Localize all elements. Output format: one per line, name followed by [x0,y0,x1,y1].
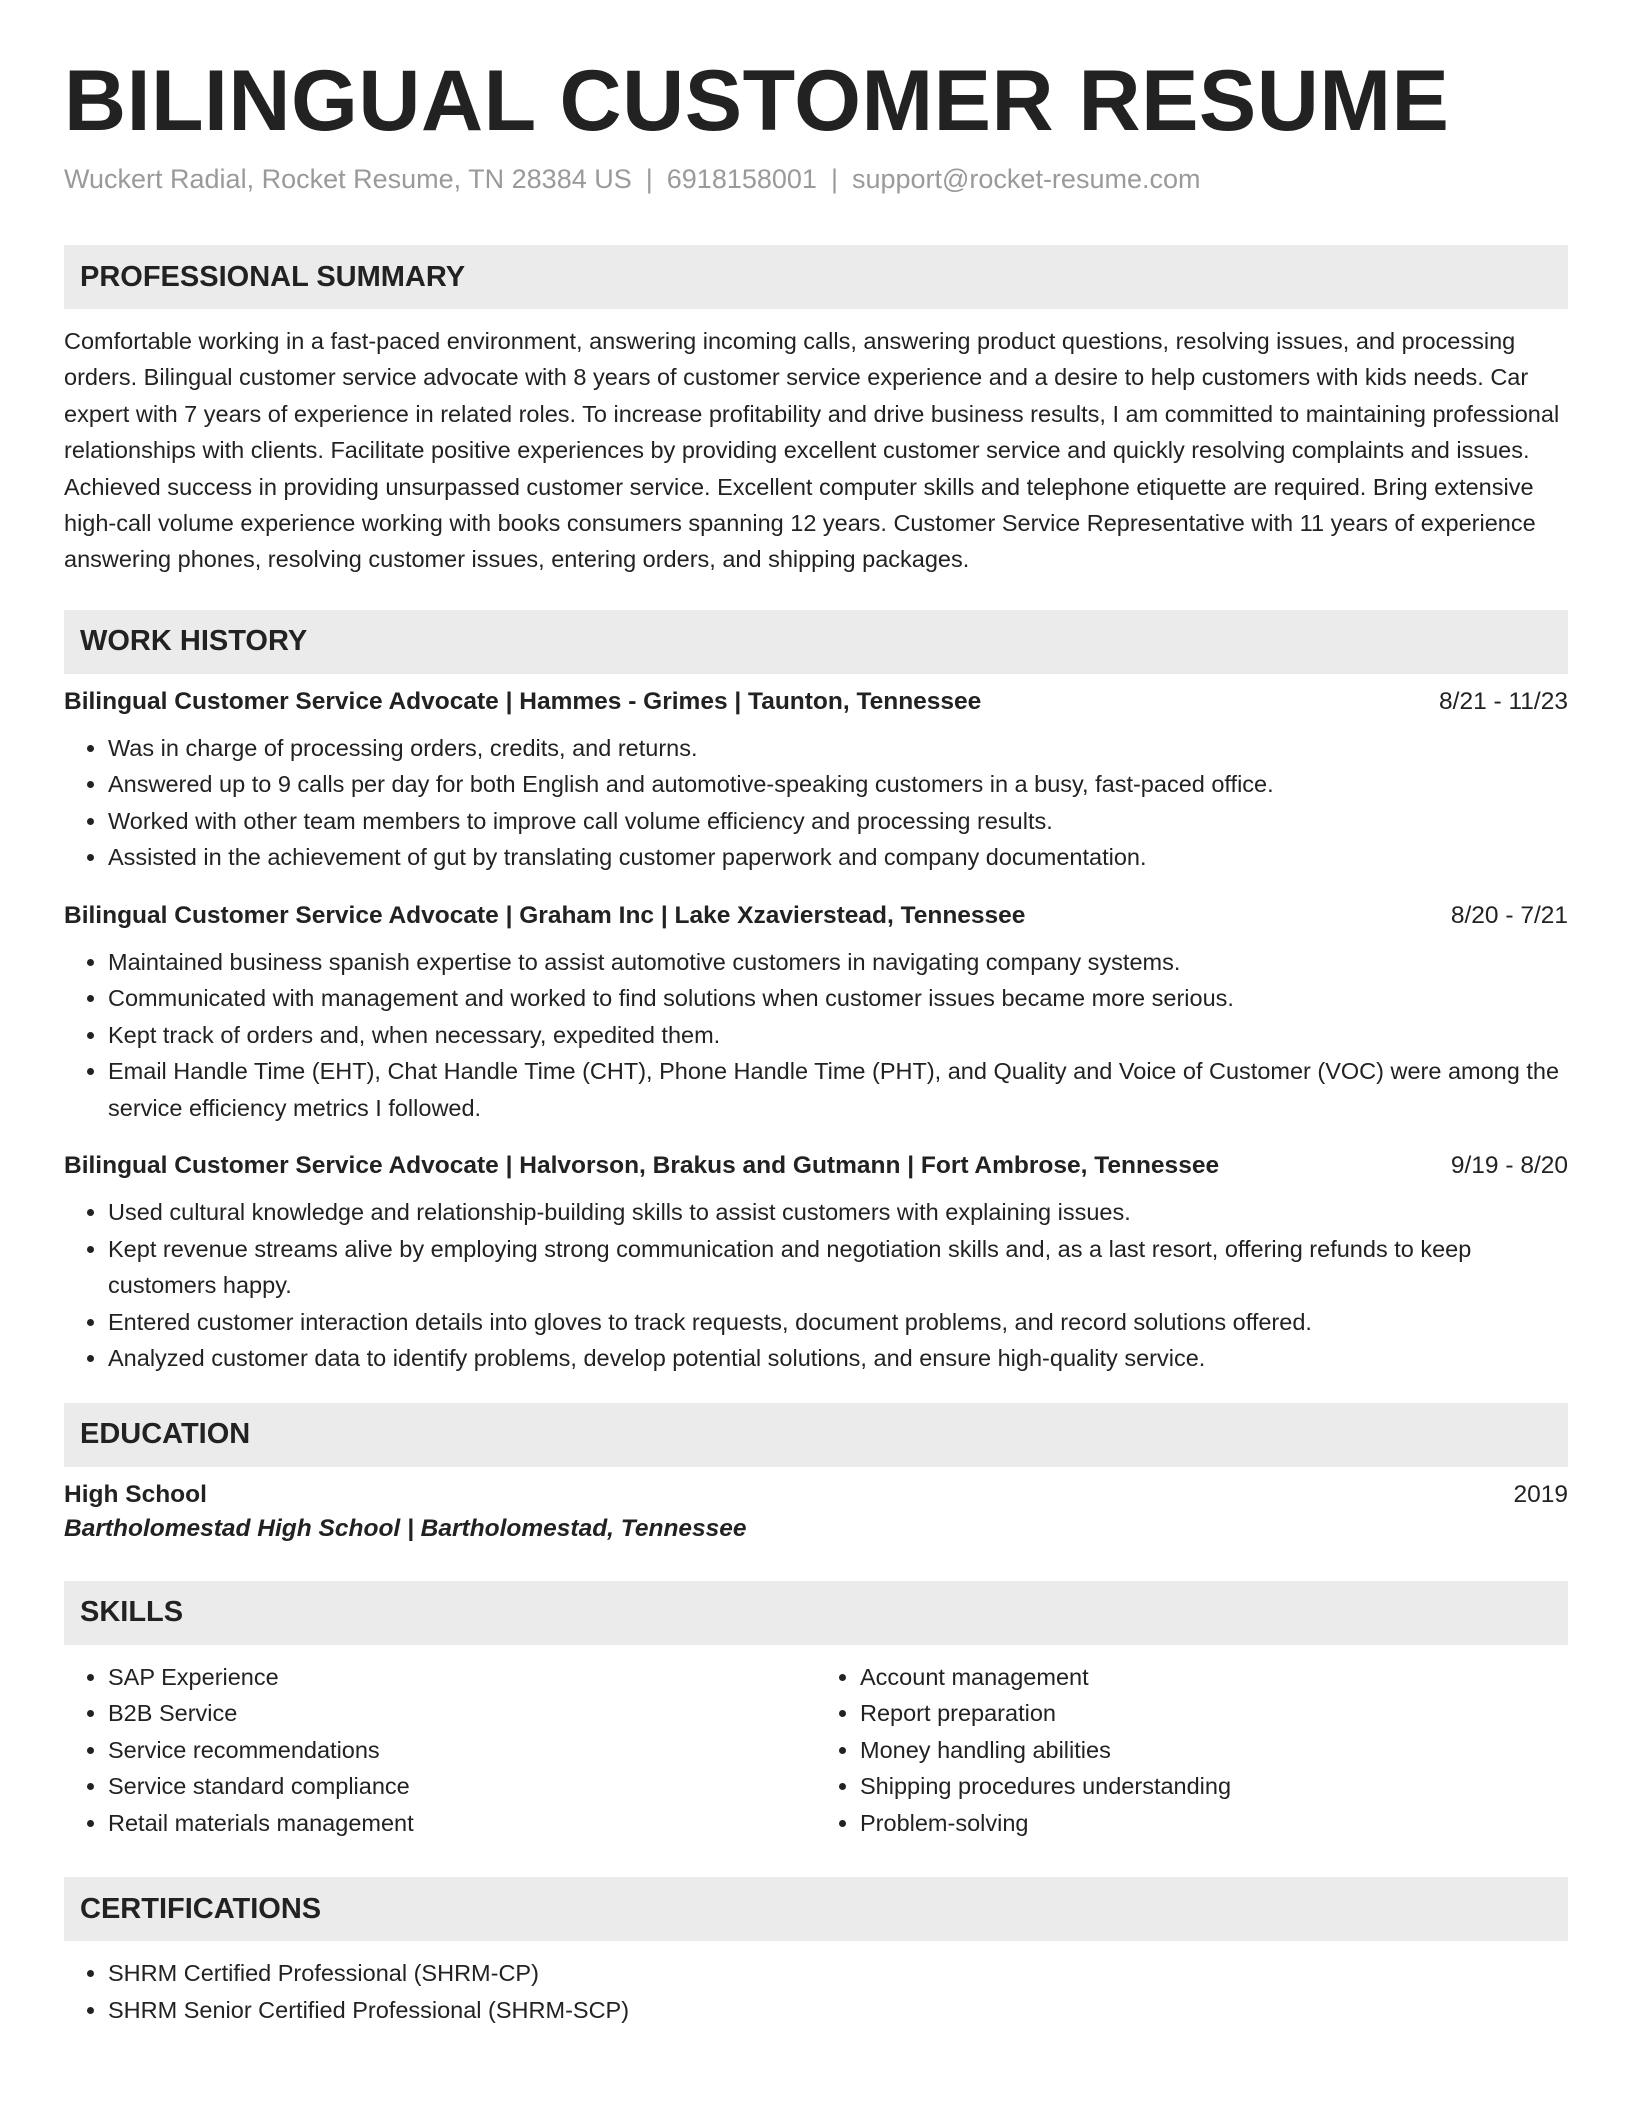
education-header [64,1481,1568,1509]
certification-item: • SHRM Senior Certified Professional (SHRM-SCP) [108,1992,1568,2029]
contact-address: Wuckert Radial, Rocket Resume, TN 28384 US [64,164,632,194]
education-heading: EDUCATION [64,1403,1568,1467]
skill-item: • Retail materials management [108,1805,816,1842]
work-history-heading: WORK HISTORY [64,610,1568,674]
job-bullet: • Communicated with management and worked to find solutions when customer issues became more serious. [108,980,1568,1017]
job-header [64,1152,1568,1180]
skill-item: • SAP Experience [108,1659,816,1696]
skills-list [64,1659,816,1842]
education-year: 2019 [1513,1480,1568,1508]
certifications-list [64,1955,1568,2028]
job-dates: 8/20 - 7/21 [1450,901,1568,929]
job-bullet: • Kept revenue streams alive by employing strong communication and negotiation skills and, as a last resort, offering refunds to keep customers happy. [108,1231,1568,1304]
summary-text: Comfortable working in a fast-paced environment, answering incoming calls, answering product questions, resolving issues, and processing orders. Bilingual customer service advocate with 8 years of customer service experience and a desire to help customers with kids needs. Car expert with 7 years of experience in related roles. To increase profitability and drive business results, I am committed to maintaining professional relationships with clients. Facilitate positive experiences by providing excellent customer service and quickly resolving complaints and issues. Achieved success in providing unsurpassed customer service. Excellent computer skills and telephone etiquette are required. Bring extensive high-call volume experience working with books consumers spanning 12 years. Customer Service Representative with 11 years of experience answering phones, resolving customer issues, entering orders, and shipping packages. [64,328,1560,573]
job-bullets [64,1194,1568,1377]
job-bullet: • Assisted in the achievement of gut by translating customer paperwork and company documentation. [108,839,1568,876]
job-bullets [64,730,1568,876]
certifications-heading: CERTIFICATIONS [64,1877,1568,1941]
job-bullet: • Kept track of orders and, when necessary, expedited them. [108,1017,1568,1054]
resume-title: BILINGUAL CUSTOMER RESUME [64,53,1450,149]
summary-heading: PROFESSIONAL SUMMARY [64,245,1568,309]
contact-phone: 6918158001 [666,164,817,194]
certification-item: • SHRM Certified Professional (SHRM-CP) [108,1955,1568,1992]
job-bullet: • Answered up to 9 calls per day for both English and automotive-speaking customers in a busy, fast-paced office. [108,766,1568,803]
education-school: Bartholomestad High School | Bartholomestad, Tennessee [64,1514,747,1542]
skills-heading: SKILLS [64,1581,1568,1645]
job-header [64,902,1568,930]
skill-item: • Shipping procedures understanding [860,1768,1568,1805]
skill-item: • Service recommendations [108,1732,816,1769]
contact-email: support@rocket-resume.com [851,164,1201,194]
skill-item: • B2B Service [108,1695,816,1732]
job-bullet: • Maintained business spanish expertise to assist automotive customers in navigating company systems. [108,944,1568,981]
job-bullets [64,944,1568,1127]
job-entry [64,688,1568,876]
skill-item: • Service standard compliance [108,1768,816,1805]
job-bullet: • Entered customer interaction details into gloves to track requests, document problems, and record solutions offered. [108,1304,1568,1341]
job-title: Bilingual Customer Service Advocate | Hammes - Grimes | Taunton, Tennessee [64,687,982,715]
job-entry [64,1152,1568,1377]
skills-column-left [64,1659,816,1842]
skill-item: • Problem-solving [860,1805,1568,1842]
contact-line [64,164,1568,195]
skills-column-right [816,1659,1568,1842]
job-bullet: • Was in charge of processing orders, credits, and returns. [108,730,1568,767]
job-title: Bilingual Customer Service Advocate | Graham Inc | Lake Xzavierstead, Tennessee [64,901,1026,929]
contact-separator: | [830,164,838,194]
education-degree: High School [64,1480,207,1508]
job-entry [64,902,1568,1127]
skill-item: • Report preparation [860,1695,1568,1732]
job-bullet: • Email Handle Time (EHT), Chat Handle Time (CHT), Phone Handle Time (PHT), and Quality and Voice of Customer (VOC) were among the service efficiency metrics I followed. [108,1053,1568,1126]
job-dates: 9/19 - 8/20 [1450,1152,1568,1180]
job-bullet: • Analyzed customer data to identify problems, develop potential solutions, and ensure high-quality service. [108,1340,1568,1377]
skill-item: • Money handling abilities [860,1732,1568,1769]
job-bullet: • Used cultural knowledge and relationship-building skills to assist customers with explaining issues. [108,1194,1568,1231]
skills-grid [64,1659,1568,1842]
contact-separator: | [645,164,653,194]
skills-list [816,1659,1568,1842]
skill-item: • Account management [860,1659,1568,1696]
job-dates: 8/21 - 11/23 [1439,687,1568,715]
job-bullet: • Worked with other team members to improve call volume efficiency and processing results. [108,803,1568,840]
job-title: Bilingual Customer Service Advocate | Halvorson, Brakus and Gutmann | Fort Ambrose, Tennessee [64,1152,1220,1180]
job-header [64,688,1568,716]
